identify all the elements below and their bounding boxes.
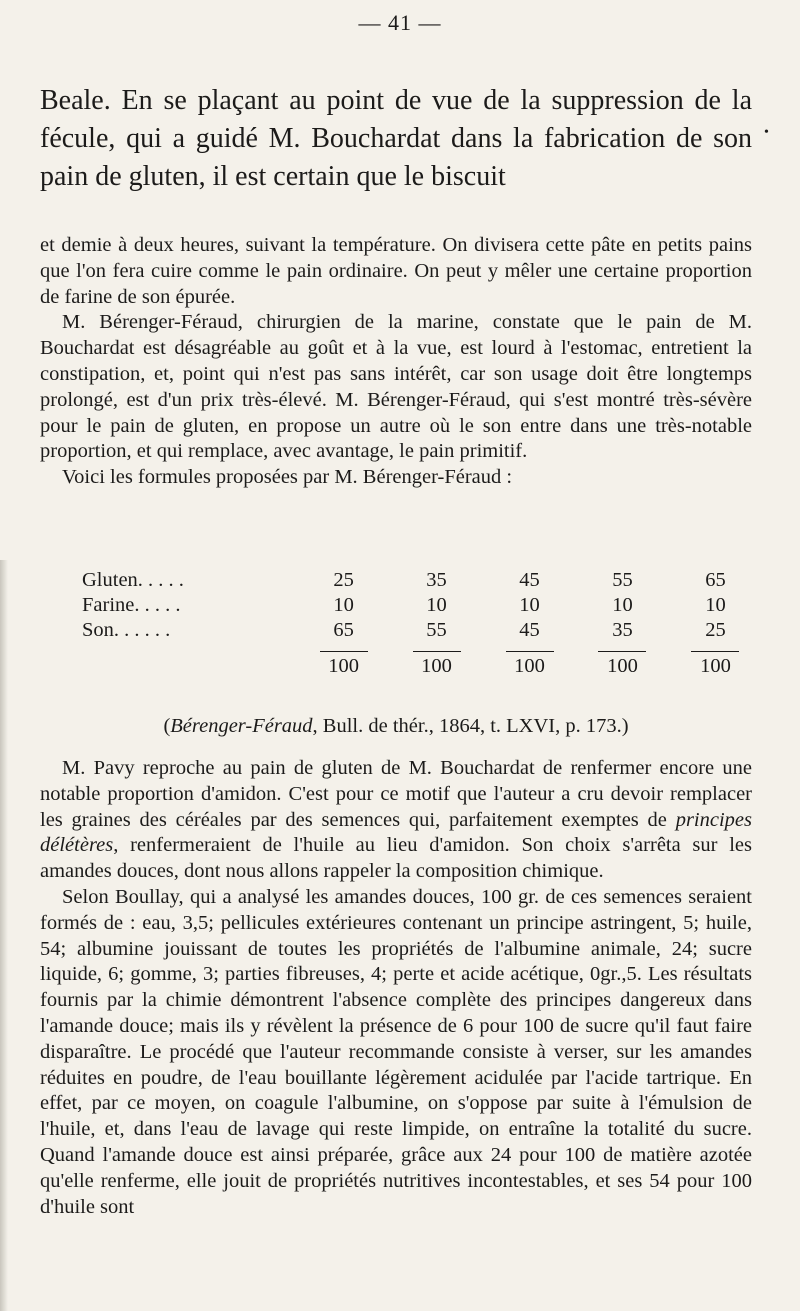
paragraph-pavy-italic: principes délétères [40, 808, 752, 857]
scan-edge-shadow [0, 560, 8, 1311]
formula-value: 10 [426, 594, 447, 616]
formula-value: 10 [519, 594, 540, 616]
paragraph-formulas-intro: Voici les formules proposées par M. Bérenger-Féraud : [62, 466, 513, 489]
formula-ingredient: Son. . . . . . [82, 619, 171, 641]
formula-total: 100 [598, 651, 646, 678]
formula-value: 25 [333, 569, 354, 591]
intro-paragraph: Beale. En se plaçant au point de vue de la suppression de la fécule, qui a guidé M. Bouchardat dans la fabrication de son pain de gluten, il est certain que le biscuit [40, 85, 752, 192]
citation-source: , Bull. de thér., 1864, t. LXVI, p. 173.) [312, 715, 629, 737]
paragraph-pavy-start: M. Pavy reproche au pain de gluten de M. Bouchardat de renfermer encore une notable proportion d'amidon. C'est pour ce motif que l'auteur a cru devoir remplacer les graines des céréales par des semences qui, parfaitement exemptes de [40, 757, 752, 831]
formula-total: 100 [506, 651, 554, 678]
formula-value: 55 [426, 619, 447, 641]
citation [40, 715, 752, 738]
page-number: — 41 — [358, 10, 442, 35]
citation-author: Bérenger-Féraud [170, 715, 313, 737]
formula-value: 45 [519, 569, 540, 591]
formula-value: 25 [705, 619, 726, 641]
paragraph-boullay: Selon Boullay, qui a analysé les amandes douces, 100 gr. de ces semences seraient formés de : eau, 3,5; pellicules extérieures contenant un principe astringent, 5; huile, 54; albumine jouissant de toutes les propriétés de l'albumine animale, 24; sucre liquide, 6; gomme, 3; parties fibreuses, 4; perte et acide acétique, 0gr.,5. Les résultats fournis par la chimie démontrent l'absence complète des principes dangereux dans l'amande douce; mais ils y révèlent la présence de 6 pour 100 de sucre qu'il faut faire disparaître. Le procédé que l'auteur recommande consiste à verser, sur les amandes réduites en poudre, de l'eau bouillante légèrement acidulée par l'acide tartrique. En effet, par ce moyen, on coagule l'albumine, on s'oppose par suite à l'émulsion de l'huile, et, dans l'eau de lavage qui reste limpide, on entraîne la totalité du sucre. Quand l'amande douce est ainsi préparée, grâce aux 24 pour 100 de matière azotée qu'elle renferme, elle jouit de propriétés nutritives incontestables, et ses 54 pour 100 d'huile sont [40, 885, 752, 1218]
formula-total: 100 [691, 651, 739, 678]
margin-bullet: • [764, 125, 769, 140]
formula-value: 10 [612, 594, 633, 616]
formula-total-cell [576, 643, 669, 678]
formula-value: 65 [705, 569, 726, 591]
formula-total: 100 [413, 651, 461, 678]
body-section-1 [40, 233, 752, 491]
formula-value: 45 [519, 619, 540, 641]
formula-total-cell [483, 643, 576, 678]
formula-row [82, 618, 762, 643]
paragraph-pavy-end: , renfermeraient de l'huile au lieu d'amidon. Son choix s'arrêta sur les amandes douces, dont nous allons rappeler la composition chimique. [40, 834, 752, 883]
formula-total: 100 [320, 651, 368, 678]
formula-value: 35 [612, 619, 633, 641]
formula-value: 55 [612, 569, 633, 591]
paragraph-berenger: M. Bérenger-Féraud, chirurgien de la marine, constate que le pain de M. Bouchardat est désagréable au goût et à la vue, est lourd à l'estomac, entretient la constipation, et, point qui n'est pas sans intérêt, car son usage doit être longtemps prolongé, est d'un prix très-élevé. M. Bérenger-Féraud, qui s'est montré très-sévère pour le pain de gluten, en propose un autre où le son entre dans une très-notable proportion, et qui remplace, avec avantage, le pain primitif. [40, 311, 752, 463]
formula-value: 65 [333, 619, 354, 641]
formula-total-cell [297, 643, 390, 678]
formula-value: 35 [426, 569, 447, 591]
formula-row [82, 568, 762, 593]
formula-table [82, 568, 762, 678]
paragraph-continuation: et demie à deux heures, suivant la température. On divisera cette pâte en petits pains que l'on fera cuire comme le pain ordinaire. On peut y mêler une certaine proportion de farine de son épurée. [40, 234, 752, 308]
formula-row [82, 593, 762, 618]
formula-total-label [82, 643, 297, 678]
formula-total-cell [390, 643, 483, 678]
formula-ingredient: Gluten. . . . . [82, 569, 184, 591]
formula-total-row [82, 643, 762, 678]
citation-open: ( [163, 715, 171, 737]
paragraph-pavy [40, 756, 752, 885]
formula-value: 10 [705, 594, 726, 616]
formula-ingredient: Farine. . . . . [82, 594, 181, 616]
formula-total-cell [669, 643, 762, 678]
body-section-2 [40, 756, 752, 1220]
formula-value: 10 [333, 594, 354, 616]
